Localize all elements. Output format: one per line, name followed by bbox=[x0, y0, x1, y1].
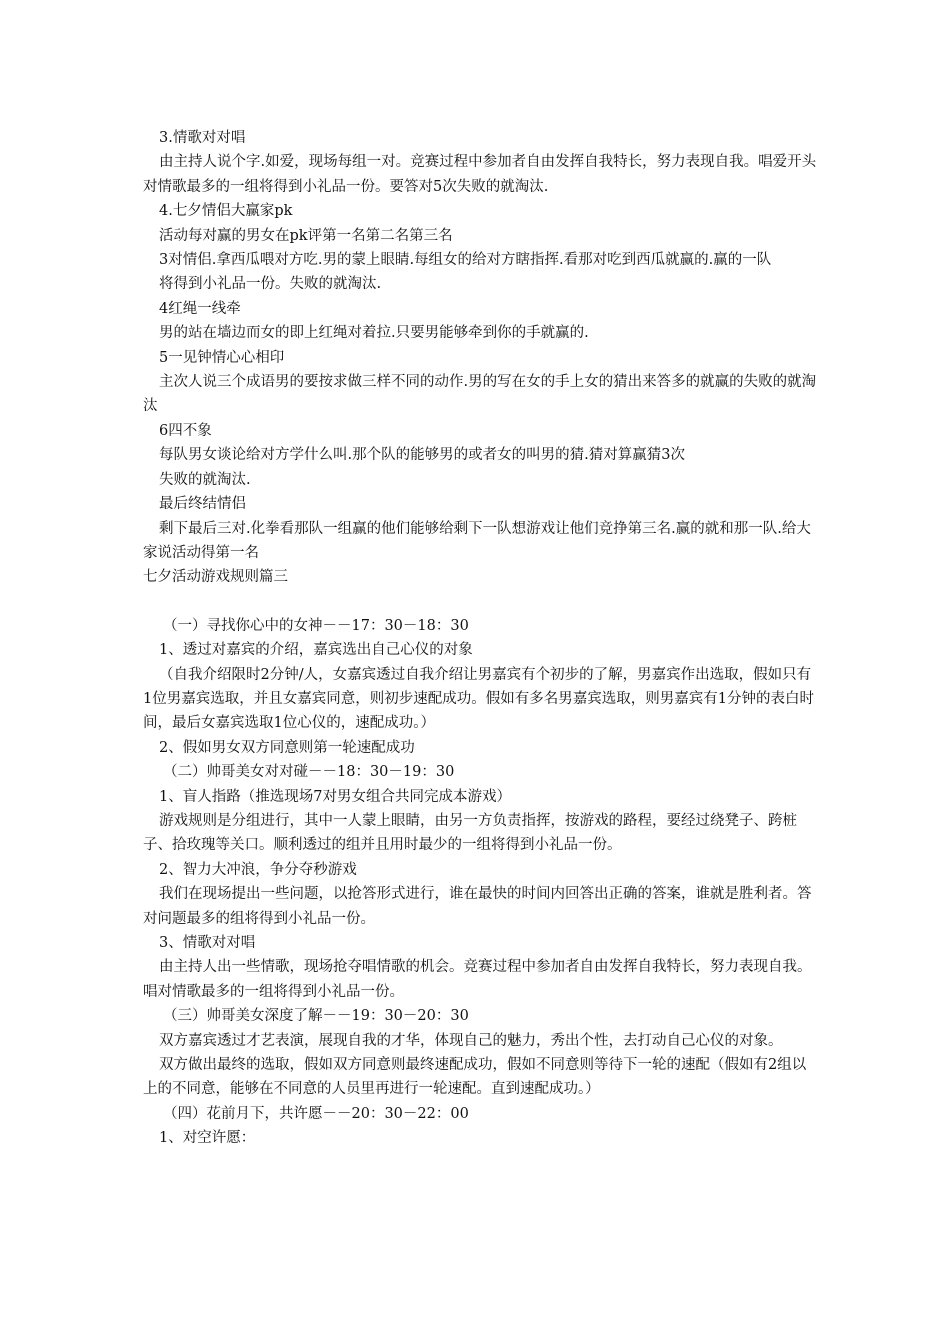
paragraph: 男的站在墙边而女的即上红绳对着拉.只要男能够牵到你的手就赢的. bbox=[159, 325, 589, 342]
section-title: 七夕活动游戏规则篇三 bbox=[143, 569, 288, 586]
paragraph: 2、假如男女双方同意则第一轮速配成功 bbox=[159, 739, 415, 756]
paragraph: 6四不象 bbox=[159, 422, 212, 439]
paragraph: 2、智力大冲浪，争分夺秒游戏 bbox=[159, 861, 357, 878]
section-three-rules bbox=[143, 614, 819, 1151]
paragraph: 4.七夕情侣大赢家pk bbox=[159, 203, 293, 220]
paragraph: 剩下最后三对.化拳看那队一组赢的他们能够给剩下一队想游戏让他们竞挣第三名.赢的就和那一队.给大家说活动得第一名 bbox=[143, 520, 811, 561]
paragraph: （四）花前月下，共许愿－－20：30－22：00 bbox=[163, 1105, 469, 1122]
paragraph: 由主持人出一些情歌，现场抢夺唱情歌的机会。竞赛过程中参加者自由发挥自我特长，努力表现自我。唱对情歌最多的一组将得到小礼品一份。 bbox=[143, 959, 812, 1000]
paragraph: （一）寻找你心中的女神－－17：30－18：30 bbox=[163, 617, 469, 634]
paragraph: （二）帅哥美女对对碰－－18：30－19：30 bbox=[163, 764, 455, 781]
paragraph: 3、情歌对对唱 bbox=[159, 935, 256, 951]
paragraph: 1、盲人指路（推选现场7对男女组合共同完成本游戏） bbox=[159, 788, 511, 805]
paragraph: （自我介绍限时2分钟/人，女嘉宾透过自我介绍让男嘉宾有个初步的了解，男嘉宾作出选取，假如只有1位男嘉宾选取，并且女嘉宾同意，则初步速配成功。假如有多名男嘉宾选取，则男嘉宾有1分钟的表白时间，最后女嘉宾选取1位心仪的，速配成功。） bbox=[143, 666, 814, 732]
paragraph: 4红绳一线牵 bbox=[159, 300, 241, 317]
paragraph: 5一见钟情心心相印 bbox=[159, 349, 285, 366]
paragraph: 失败的就淘汰. bbox=[159, 471, 251, 488]
paragraph: 我们在现场提出一些问题，以抢答形式进行，谁在最快的时间内回答出正确的答案，谁就是胜利者。答对问题最多的组将得到小礼品一份。 bbox=[143, 886, 812, 927]
blank-line bbox=[143, 590, 819, 614]
paragraph: 将得到小礼品一份。失败的就淘汰. bbox=[159, 276, 382, 293]
document-body bbox=[143, 126, 819, 1151]
paragraph: 主次人说三个成语男的要按求做三样不同的动作.男的写在女的手上女的猜出来答多的就赢的失败的就淘汰 bbox=[143, 374, 817, 415]
paragraph: 3对情侣.拿西瓜喂对方吃.男的蒙上眼睛.每组女的给对方瞎指挥.看那对吃到西瓜就赢的.赢的一队 bbox=[159, 252, 772, 269]
paragraph: 游戏规则是分组进行，其中一人蒙上眼睛，由另一方负责指挥，按游戏的路程，要经过绕凳子、跨桩子、拾玫瑰等关口。顺利透过的组并且用时最少的一组将得到小礼品一份。 bbox=[143, 812, 797, 854]
paragraph: 3.情歌对对唱 bbox=[159, 130, 246, 146]
paragraph: 每队男女谈论给对方学什么叫.那个队的能够男的或者女的叫男的猜.猜对算赢猜3次 bbox=[159, 447, 685, 464]
section-two-rules bbox=[143, 126, 819, 565]
paragraph: 1、对空许愿： bbox=[159, 1130, 256, 1147]
paragraph: （三）帅哥美女深度了解－－19：30－20：30 bbox=[163, 1008, 469, 1025]
paragraph: 双方做出最终的选取，假如双方同意则最终速配成功，假如不同意则等待下一轮的速配（假如有2组以上的不同意，能够在不同意的人员里再进行一轮速配。直到速配成功。） bbox=[143, 1057, 807, 1098]
paragraph: 1、透过对嘉宾的介绍，嘉宾选出自己心仪的对象 bbox=[159, 642, 473, 659]
paragraph: 双方嘉宾透过才艺表演，展现自我的才华，体现自己的魅力，秀出个性，去打动自己心仪的对象。 bbox=[159, 1032, 783, 1049]
paragraph: 由主持人说个字.如爱，现场每组一对。竞赛过程中参加者自由发挥自我特长，努力表现自我。唱爱开头对情歌最多的一组将得到小礼品一份。要答对5次失败的就淘汰. bbox=[143, 154, 817, 195]
paragraph: 最后终结情侣 bbox=[159, 496, 246, 513]
paragraph: 活动每对赢的男女在pk评第一名第二名第三名 bbox=[159, 227, 453, 244]
